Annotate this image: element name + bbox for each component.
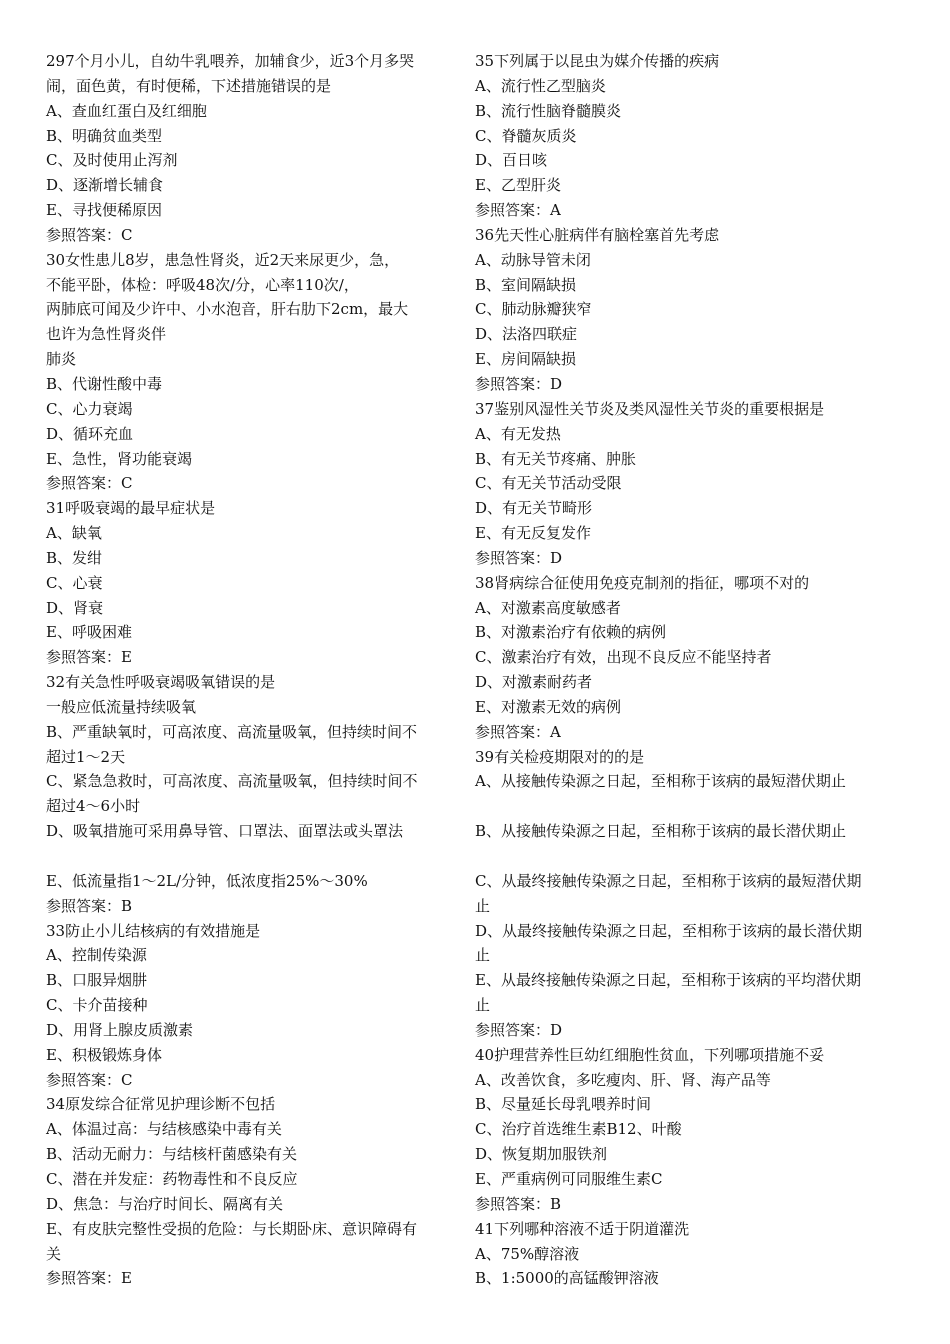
right-text-line: A、对激素高度敏感者 <box>475 598 621 617</box>
left-text-line: 参照答案：E <box>46 648 132 667</box>
right-text-line: D、对激素耐药者 <box>475 673 593 692</box>
left-text-line: E、积极锻炼身体 <box>46 1045 162 1064</box>
right-text-line: D、法洛四联症 <box>475 325 578 344</box>
left-text-line: B、发绀 <box>46 548 103 567</box>
right-text-line: D、恢复期加服铁剂 <box>475 1145 608 1164</box>
right-text-line: C、肺动脉瓣狭窄 <box>475 300 592 319</box>
left-text-line: C、潜在并发症：药物毒性和不良反应 <box>46 1169 298 1188</box>
right-text-line: C、有无关节活动受限 <box>475 474 622 493</box>
right-text-line: C、从最终接触传染源之日起，至相称于该病的最短潜伏期 <box>475 871 862 890</box>
right-text-line: B、从接触传染源之日起，至相称于该病的最长潜伏期止 <box>475 822 847 841</box>
left-text-line: 参照答案：C <box>46 1070 133 1089</box>
right-text-line: A、动脉导管未闭 <box>475 250 591 269</box>
left-text-line: 肺炎 <box>46 350 77 369</box>
right-text-line: E、从最终接触传染源之日起，至相称于该病的平均潜伏期 <box>475 971 861 990</box>
right-text-line: E、有无反复发作 <box>475 524 591 543</box>
right-text-line: E、严重病例可同服维生素C <box>475 1169 663 1188</box>
right-text-line: A、流行性乙型脑炎 <box>475 76 606 95</box>
right-text-line: 37鉴别风湿性关节炎及类风湿性关节炎的重要根据是 <box>475 399 825 418</box>
right-text-line: 参照答案：B <box>475 1194 562 1213</box>
right-text-line: B、流行性脑脊髓膜炎 <box>475 101 622 120</box>
right-text-line <box>475 844 915 869</box>
right-text-line: A、有无发热 <box>475 424 561 443</box>
right-text-line: D、有无关节畸形 <box>475 499 593 518</box>
left-text-line: C、及时使用止泻剂 <box>46 151 178 170</box>
right-text-line: 止 <box>475 896 491 915</box>
right-text-line: A、从接触传染源之日起，至相称于该病的最短潜伏期止 <box>475 772 846 791</box>
left-text-line: E、急性，肾功能衰竭 <box>46 449 192 468</box>
left-text-line: D、吸氧措施可采用鼻导管、口罩法、面罩法或头罩法 <box>46 822 404 841</box>
right-text-line: D、从最终接触传染源之日起，至相称于该病的最长潜伏期 <box>475 921 863 940</box>
right-text-line: 参照答案：A <box>475 722 561 741</box>
left-text-line: D、逐渐增长辅食 <box>46 176 164 195</box>
right-text-line: C、治疗首选维生素B12、叶酸 <box>475 1120 682 1139</box>
right-text-line: E、房间隔缺损 <box>475 350 576 369</box>
left-text-line: B、明确贫血类型 <box>46 126 163 145</box>
left-text-line: B、口服异烟肼 <box>46 971 148 990</box>
left-text-line: E、有皮肤完整性受损的危险：与长期卧床、意识障碍有 <box>46 1219 417 1238</box>
left-text-line: 两肺底可闻及少许中、小水泡音，肝右肋下2cm，最大 <box>46 300 409 319</box>
right-text-line: 参照答案：D <box>475 548 563 567</box>
left-text-line: A、缺氧 <box>46 524 102 543</box>
right-text-line: C、脊髓灰质炎 <box>475 126 577 145</box>
right-text-line: 39有关检疫期限对的的是 <box>475 747 645 766</box>
right-text-line: B、尽量延长母乳喂养时间 <box>475 1095 652 1114</box>
right-text-line: 40护理营养性巨幼红细胞性贫血，下列哪项措施不妥 <box>475 1045 825 1064</box>
right-text-line: 参照答案：A <box>475 201 561 220</box>
left-text-line: D、用肾上腺皮质激素 <box>46 1020 194 1039</box>
left-text-line: C、卡介苗接种 <box>46 996 148 1015</box>
left-text-line: D、肾衰 <box>46 598 104 617</box>
right-text-line: D、百日咳 <box>475 151 548 170</box>
right-text-line: B、室间隔缺损 <box>475 275 577 294</box>
right-text-line: 38肾病综合征使用免疫克制剂的指征，哪项不对的 <box>475 573 810 592</box>
left-text-line: A、查血红蛋白及红细胞 <box>46 101 207 120</box>
left-text-line: 参照答案：C <box>46 225 133 244</box>
left-text-line: 超过1～2天 <box>46 747 126 766</box>
left-text-line: 297个月小儿，自幼牛乳喂养，加辅食少，近3个月多哭 <box>46 52 415 70</box>
right-text-line: 36先天性心脏病伴有脑栓塞首先考虑 <box>475 225 720 244</box>
right-text-line: E、乙型肝炎 <box>475 176 561 195</box>
left-text-line: B、代谢性酸中毒 <box>46 374 163 393</box>
left-text-line: E、寻找便稀原因 <box>46 201 162 220</box>
right-text-line: 41下列哪种溶液不适于阴道灌洗 <box>475 1219 690 1238</box>
left-text-line: 不能平卧，体检：呼吸48次/分，心率110次/， <box>46 275 359 294</box>
right-text-line: 35下列属于以昆虫为媒介传播的疾病 <box>475 52 720 70</box>
left-text-line: 34原发综合征常见护理诊断不包括 <box>46 1095 276 1114</box>
left-text-line: C、紧急急救时，可高浓度、高流量吸氧，但持续时间不 <box>46 772 418 791</box>
left-text-line: E、低流量指1～2L/分钟，低浓度指25%～30% <box>46 871 368 890</box>
left-text-line: C、心衰 <box>46 573 103 592</box>
left-text-line: E、呼吸困难 <box>46 623 132 642</box>
left-text-line: D、循环充血 <box>46 424 134 443</box>
right-text-line: 参照答案：D <box>475 1020 563 1039</box>
right-text-line <box>475 794 915 819</box>
left-text-line: 33防止小儿结核病的有效措施是 <box>46 921 261 940</box>
left-text-line: 参照答案：C <box>46 474 133 493</box>
left-text-line: B、活动无耐力：与结核杆菌感染有关 <box>46 1145 298 1164</box>
right-text-line: A、改善饮食，多吃瘦肉、肝、肾、海产品等 <box>475 1070 771 1089</box>
left-text-line: 参照答案：E <box>46 1269 132 1288</box>
left-text-line: 超过4～6小时 <box>46 797 141 816</box>
left-text-line: A、控制传染源 <box>46 946 147 965</box>
right-text-line: E、对激素无效的病例 <box>475 697 621 716</box>
left-text-line: 30女性患儿8岁，患急性肾炎，近2天来尿更少，急， <box>46 250 400 269</box>
left-column <box>46 49 466 1291</box>
left-text-line: 关 <box>46 1244 62 1263</box>
left-text-line: 一般应低流量持续吸氧 <box>46 697 197 716</box>
left-text-line: 也许为急性肾炎伴 <box>46 325 167 344</box>
left-text-line: 31呼吸衰竭的最早症状是 <box>46 499 216 518</box>
left-text-line <box>46 844 466 869</box>
left-text-line: 闹，面色黄，有时便稀，下述措施错误的是 <box>46 76 332 95</box>
right-text-line: A、75%醇溶液 <box>475 1244 580 1263</box>
right-column <box>475 49 915 1291</box>
right-text-line: B、1:5000的高锰酸钾溶液 <box>475 1269 659 1288</box>
left-text-line: 参照答案：B <box>46 896 133 915</box>
left-text-line: 32有关急性呼吸衰竭吸氧错误的是 <box>46 673 276 692</box>
right-text-line: B、有无关节疼痛、肿胀 <box>475 449 637 468</box>
right-text-line: C、激素治疗有效，出现不良反应不能坚持者 <box>475 648 772 667</box>
left-text-line: B、严重缺氧时，可高浓度、高流量吸氧，但持续时间不 <box>46 722 418 741</box>
left-text-line: A、体温过高：与结核感染中毒有关 <box>46 1120 282 1139</box>
right-text-line: 止 <box>475 996 491 1015</box>
left-text-line: D、焦急：与治疗时间长、隔离有关 <box>46 1194 284 1213</box>
left-text-line: C、心力衰竭 <box>46 399 133 418</box>
right-text-line: 参照答案：D <box>475 374 563 393</box>
right-text-line: B、对激素治疗有依赖的病例 <box>475 623 667 642</box>
right-text-line: 止 <box>475 946 491 965</box>
